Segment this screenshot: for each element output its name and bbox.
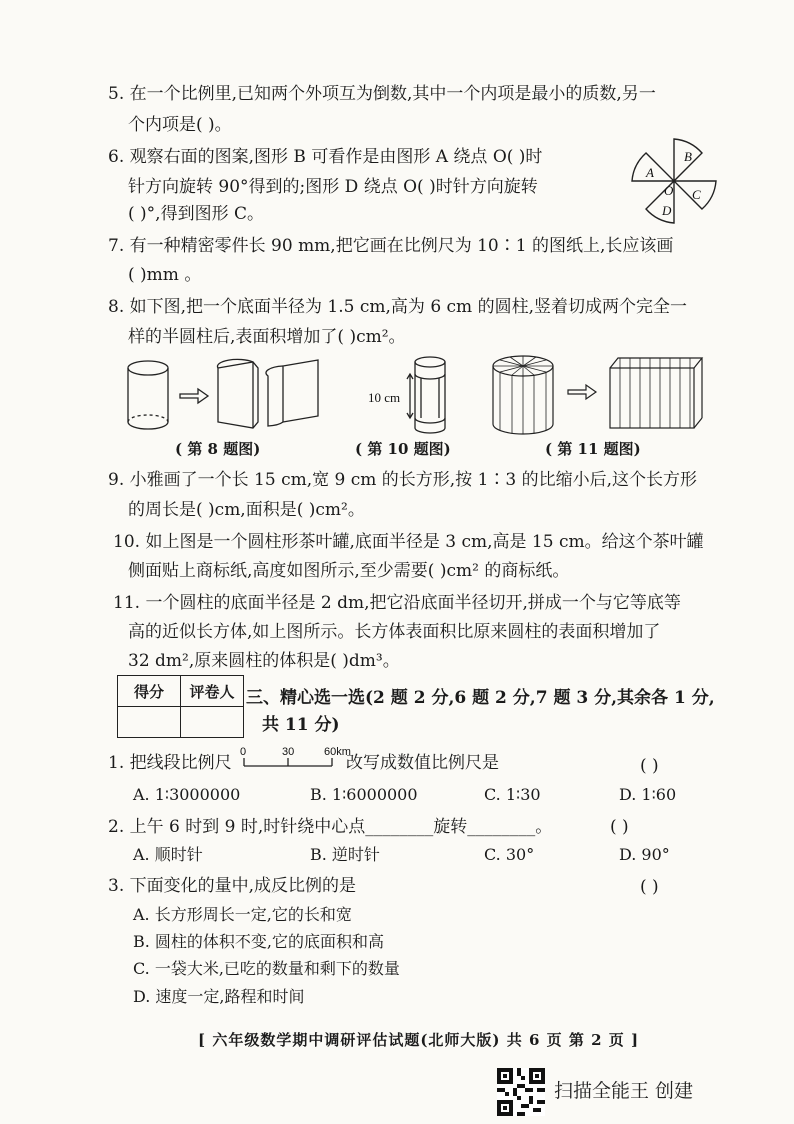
grader-cell[interactable] <box>181 707 244 738</box>
mc3-option-d[interactable]: D. 速度一定,路程和时间 <box>133 987 305 1006</box>
q9-line1: 9. 小雅画了一个长 15 cm,宽 9 cm 的长方形,按 1∶3 的比缩小后,这个长方形 <box>108 470 698 490</box>
scanner-watermark: 扫描全能王 创建 <box>554 1080 694 1102</box>
q6-pinwheel-figure <box>628 135 720 227</box>
mc1-option-b[interactable]: B. 1∶6000000 <box>310 785 418 804</box>
q6-line3: ( )°,得到图形 C。 <box>128 204 264 224</box>
mc1-stem-b: 改写成数值比例尺是 <box>346 753 499 773</box>
mc1-option-c[interactable]: C. 1∶30 <box>484 785 541 804</box>
section3-title-line2: 共 11 分) <box>262 715 340 735</box>
score-box <box>117 675 244 738</box>
mc1-line-scale <box>240 744 351 772</box>
q10-line2: 侧面贴上商标纸,高度如图所示,至少需要( )cm² 的商标纸。 <box>128 561 570 581</box>
mc1-tick-60km: 60km <box>324 746 351 758</box>
q6-line2: 针方向旋转 90°得到的;图形 D 绕点 O( )时针方向旋转 <box>128 177 538 197</box>
fig10-tea-can <box>368 352 458 437</box>
grader-header: 评卷人 <box>181 676 244 707</box>
q7-line1: 7. 有一种精密零件长 90 mm,把它画在比例尺为 10∶1 的图纸上,长应该画 <box>108 236 674 256</box>
fig11-cylinder-to-cuboid <box>490 352 710 437</box>
fig10-height-label: 10 cm <box>368 390 401 405</box>
score-cell[interactable] <box>118 707 181 738</box>
mc3-option-c[interactable]: C. 一袋大米,已吃的数量和剩下的数量 <box>133 959 400 978</box>
fig10-caption: ( 第 10 题图) <box>355 440 451 458</box>
mc2-option-c[interactable]: C. 30° <box>484 845 535 864</box>
mc1-answer-paren[interactable]: ( ) <box>640 756 659 776</box>
q11-line3: 32 dm²,原来圆柱的体积是( )dm³。 <box>128 651 400 671</box>
q11-line1: 11. 一个圆柱的底面半径是 2 dm,把它沿底面半径切开,拼成一个与它等底等 <box>113 593 681 613</box>
fig8-cylinder-cut <box>118 356 338 436</box>
q6-label-c: C <box>692 187 701 202</box>
mc2-option-a[interactable]: A. 顺时针 <box>133 845 203 864</box>
mc1-option-a[interactable]: A. 1∶3000000 <box>133 785 241 804</box>
mc2-option-b[interactable]: B. 逆时针 <box>310 845 380 864</box>
mc3-option-b[interactable]: B. 圆柱的体积不变,它的底面积和高 <box>133 932 385 951</box>
q7-line2: ( )mm 。 <box>128 265 202 285</box>
q6-line1: 6. 观察右面的图案,图形 B 可看作是由图形 A 绕点 O( )时 <box>108 147 543 167</box>
q6-label-d: D <box>662 203 672 218</box>
q6-label-a: A <box>646 165 654 180</box>
mc3-stem: 3. 下面变化的量中,成反比例的是 <box>108 876 357 896</box>
mc1-option-d[interactable]: D. 1∶60 <box>619 785 677 804</box>
q5-line2: 个内项是( )。 <box>128 115 232 135</box>
mc3-option-a[interactable]: A. 长方形周长一定,它的长和宽 <box>133 905 352 924</box>
q10-line1: 10. 如上图是一个圆柱形茶叶罐,底面半径是 3 cm,高是 15 cm。给这个茶叶罐 <box>113 532 704 552</box>
q9-line2: 的周长是( )cm,面积是( )cm²。 <box>128 500 365 520</box>
fig11-caption: ( 第 11 题图) <box>545 440 641 458</box>
q8-line2: 样的半圆柱后,表面积增加了( )cm²。 <box>128 327 406 347</box>
mc1-tick-30: 30 <box>282 746 295 758</box>
q8-line1: 8. 如下图,把一个底面半径为 1.5 cm,高为 6 cm 的圆柱,竖着切成两个完全一 <box>108 297 687 317</box>
mc3-answer-paren[interactable]: ( ) <box>640 877 659 897</box>
mc1-stem-a: 1. 把线段比例尺 <box>108 753 232 773</box>
section3-title-line1: 三、精心选一选(2 题 2 分,6 题 2 分,7 题 3 分,其余各 1 分, <box>246 688 715 708</box>
mc2-stem: 2. 上午 6 时到 9 时,时针绕中心点________旋转________。 <box>108 817 553 837</box>
fig8-caption: ( 第 8 题图) <box>175 440 261 458</box>
qr-code-icon <box>497 1068 545 1116</box>
mc1-tick-0: 0 <box>240 746 247 758</box>
q5-line1: 5. 在一个比例里,已知两个外项互为倒数,其中一个内项是最小的质数,另一 <box>108 84 656 104</box>
score-header: 得分 <box>118 676 181 707</box>
q6-label-o: O <box>664 183 674 198</box>
mc2-answer-paren[interactable]: ( ) <box>610 817 629 837</box>
q6-label-b: B <box>684 149 692 164</box>
mc2-option-d[interactable]: D. 90° <box>619 845 670 864</box>
page-footer: [ 六年级数学期中调研评估试题(北师大版) 共 6 页 第 2 页 ] <box>198 1031 640 1049</box>
q11-line2: 高的近似长方体,如上图所示。长方体表面积比原来圆柱的表面积增加了 <box>128 622 661 642</box>
